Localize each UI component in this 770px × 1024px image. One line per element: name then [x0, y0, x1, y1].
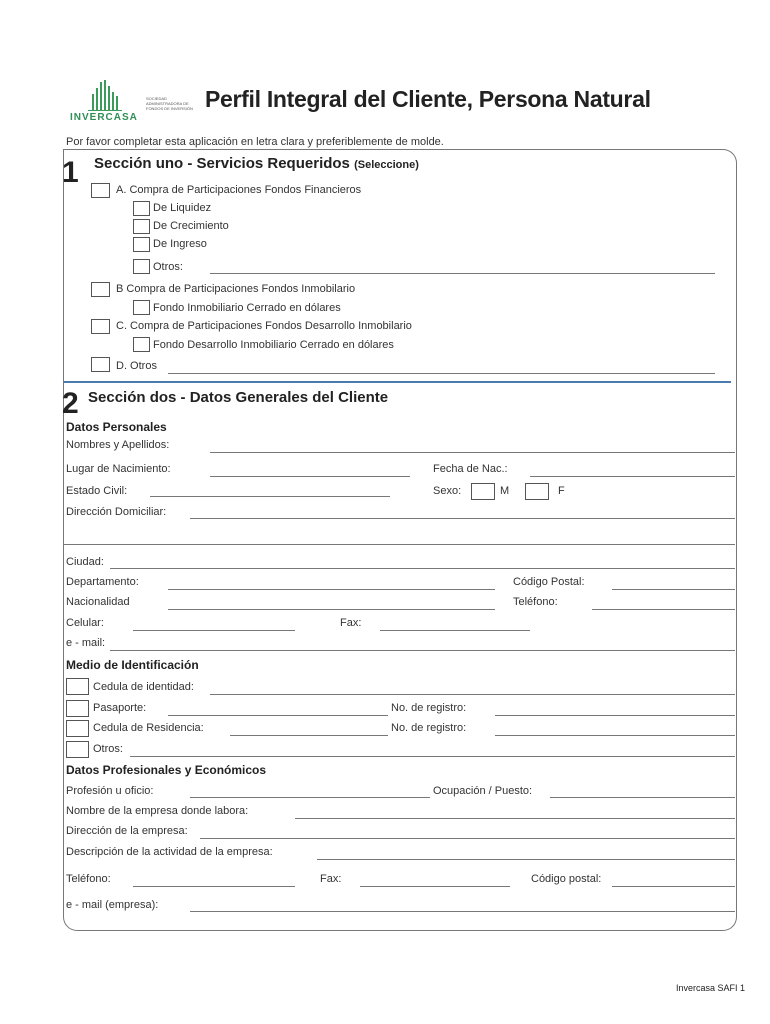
- sex-label: Sexo:: [433, 485, 462, 497]
- personal-data-heading: Datos Personales: [66, 420, 167, 434]
- mobile-field[interactable]: [133, 630, 295, 631]
- residence-registry-field[interactable]: [495, 735, 735, 736]
- otros-a-field[interactable]: [210, 273, 715, 274]
- email-field[interactable]: [110, 650, 735, 651]
- address-field[interactable]: [190, 518, 735, 519]
- occupation-field[interactable]: [550, 797, 735, 798]
- activity-field[interactable]: [317, 859, 735, 860]
- names-label: Nombres y Apellidos:: [66, 439, 170, 451]
- company-postal-label: Código postal:: [531, 873, 602, 885]
- checkbox-crecimiento[interactable]: [133, 219, 150, 234]
- option-c-sub-label: Fondo Desarrollo Inmobiliario Cerrado en dólares: [153, 339, 394, 351]
- option-b-label: B Compra de Participaciones Fondos Inmobilario: [116, 283, 356, 295]
- page-title: Perfil Integral del Cliente, Persona Natural: [205, 86, 651, 112]
- profession-label: Profesión u oficio:: [66, 785, 154, 797]
- postal-code-field[interactable]: [612, 589, 735, 590]
- names-field[interactable]: [210, 452, 735, 453]
- option-d-label: D. Otros: [116, 360, 157, 372]
- company-postal-field[interactable]: [612, 886, 735, 887]
- checkbox-sex-f[interactable]: [525, 483, 549, 500]
- city-field[interactable]: [110, 568, 735, 569]
- professional-heading: Datos Profesionales y Económicos: [66, 763, 267, 777]
- section-one-number: 1: [62, 156, 79, 189]
- id-card-label: Cedula de identidad:: [93, 681, 194, 693]
- checkbox-liquidez[interactable]: [133, 201, 150, 216]
- checkbox-option-d[interactable]: [91, 357, 110, 372]
- address-label: Dirección Domiciliar:: [66, 506, 167, 518]
- option-liquidez-label: De Liquidez: [153, 202, 212, 214]
- option-c-label: C. Compra de Participaciones Fondos Desarrollo Inmobilario: [116, 320, 412, 332]
- checkbox-option-c[interactable]: [91, 319, 110, 334]
- section-one-note: (Seleccione): [354, 159, 419, 171]
- activity-label: Descripción de la actividad de la empresa:: [66, 846, 273, 858]
- city-label: Ciudad:: [66, 556, 104, 568]
- passport-registry-field[interactable]: [495, 715, 735, 716]
- checkbox-option-a[interactable]: [91, 183, 110, 198]
- other-id-field[interactable]: [130, 756, 735, 757]
- company-email-field[interactable]: [190, 911, 735, 912]
- instructions-text: Por favor completar esta aplicación en letra clara y preferiblemente de molde.: [66, 136, 444, 148]
- birthdate-field[interactable]: [530, 476, 735, 477]
- birthdate-label: Fecha de Nac.:: [433, 463, 508, 475]
- identification-heading: Medio de Identificación: [66, 658, 199, 672]
- fax-field[interactable]: [380, 630, 530, 631]
- option-a-label: A. Compra de Participaciones Fondos Financieros: [116, 184, 362, 196]
- phone-field[interactable]: [592, 609, 735, 610]
- fax-label: Fax:: [340, 617, 362, 629]
- company-phone-field[interactable]: [133, 886, 295, 887]
- postal-code-label: Código Postal:: [513, 576, 585, 588]
- footer-page-label: Invercasa SAFI 1: [676, 983, 746, 993]
- checkbox-fondo-inmobiliario[interactable]: [133, 300, 150, 315]
- company-fax-field[interactable]: [360, 886, 510, 887]
- profession-field[interactable]: [190, 797, 430, 798]
- birthplace-label: Lugar de Nacimiento:: [66, 463, 171, 475]
- passport-label: Pasaporte:: [93, 702, 147, 714]
- checkbox-ingreso[interactable]: [133, 237, 150, 252]
- company-address-label: Dirección de la empresa:: [66, 825, 188, 837]
- option-ingreso-label: De Ingreso: [153, 238, 207, 250]
- residence-label: Cedula de Residencia:: [93, 722, 204, 734]
- company-fax-label: Fax:: [320, 873, 342, 885]
- company-email-label: e - mail (empresa):: [66, 899, 159, 911]
- email-label: e - mail:: [66, 637, 106, 649]
- company-address-field[interactable]: [200, 838, 735, 839]
- civil-status-field[interactable]: [150, 496, 390, 497]
- sex-m-label: M: [500, 485, 510, 497]
- checkbox-fondo-desarrollo[interactable]: [133, 337, 150, 352]
- company-name-label: Nombre de la empresa donde labora:: [66, 805, 249, 817]
- other-id-label: Otros:: [93, 743, 123, 755]
- logo-tagline: SOCIEDAD ADMINISTRADORA DE FONDOS DE INVERSIÓN: [146, 96, 193, 111]
- section-one-title: Sección uno - Servicios Requeridos: [94, 155, 350, 172]
- checkbox-id-card[interactable]: [66, 678, 89, 695]
- sex-f-label: F: [558, 485, 565, 497]
- department-label: Departamento:: [66, 576, 139, 588]
- option-crecimiento-label: De Crecimiento: [153, 220, 229, 232]
- company-phone-label: Teléfono:: [66, 873, 111, 885]
- address-field-2[interactable]: [63, 544, 735, 545]
- residence-field[interactable]: [230, 735, 388, 736]
- phone-label: Teléfono:: [513, 596, 558, 608]
- passport-registry-label: No. de registro:: [391, 702, 467, 714]
- section-one-heading: [94, 155, 419, 172]
- option-otros-a-label: Otros:: [153, 261, 183, 273]
- mobile-label: Celular:: [66, 617, 104, 629]
- department-field[interactable]: [168, 589, 495, 590]
- birthplace-field[interactable]: [210, 476, 410, 477]
- checkbox-option-b[interactable]: [91, 282, 110, 297]
- occupation-label: Ocupación / Puesto:: [433, 785, 533, 797]
- checkbox-sex-m[interactable]: [471, 483, 495, 500]
- option-b-sub-label: Fondo Inmobiliario Cerrado en dólares: [153, 302, 341, 314]
- checkbox-otros-a[interactable]: [133, 259, 150, 274]
- checkbox-passport[interactable]: [66, 700, 89, 717]
- civil-status-label: Estado Civil:: [66, 485, 128, 497]
- checkbox-other-id[interactable]: [66, 741, 89, 758]
- checkbox-residence[interactable]: [66, 720, 89, 737]
- nationality-label: Nacionalidad: [66, 596, 130, 608]
- id-card-field[interactable]: [210, 694, 735, 695]
- nationality-field[interactable]: [168, 609, 495, 610]
- section-two-number: 2: [62, 387, 79, 420]
- otros-d-field[interactable]: [168, 373, 715, 374]
- company-name-field[interactable]: [295, 818, 735, 819]
- residence-registry-label: No. de registro:: [391, 722, 467, 734]
- section-two-heading: Sección dos - Datos Generales del Cliente: [88, 389, 389, 406]
- passport-field[interactable]: [168, 715, 388, 716]
- logo-text: INVERCASA: [70, 112, 138, 123]
